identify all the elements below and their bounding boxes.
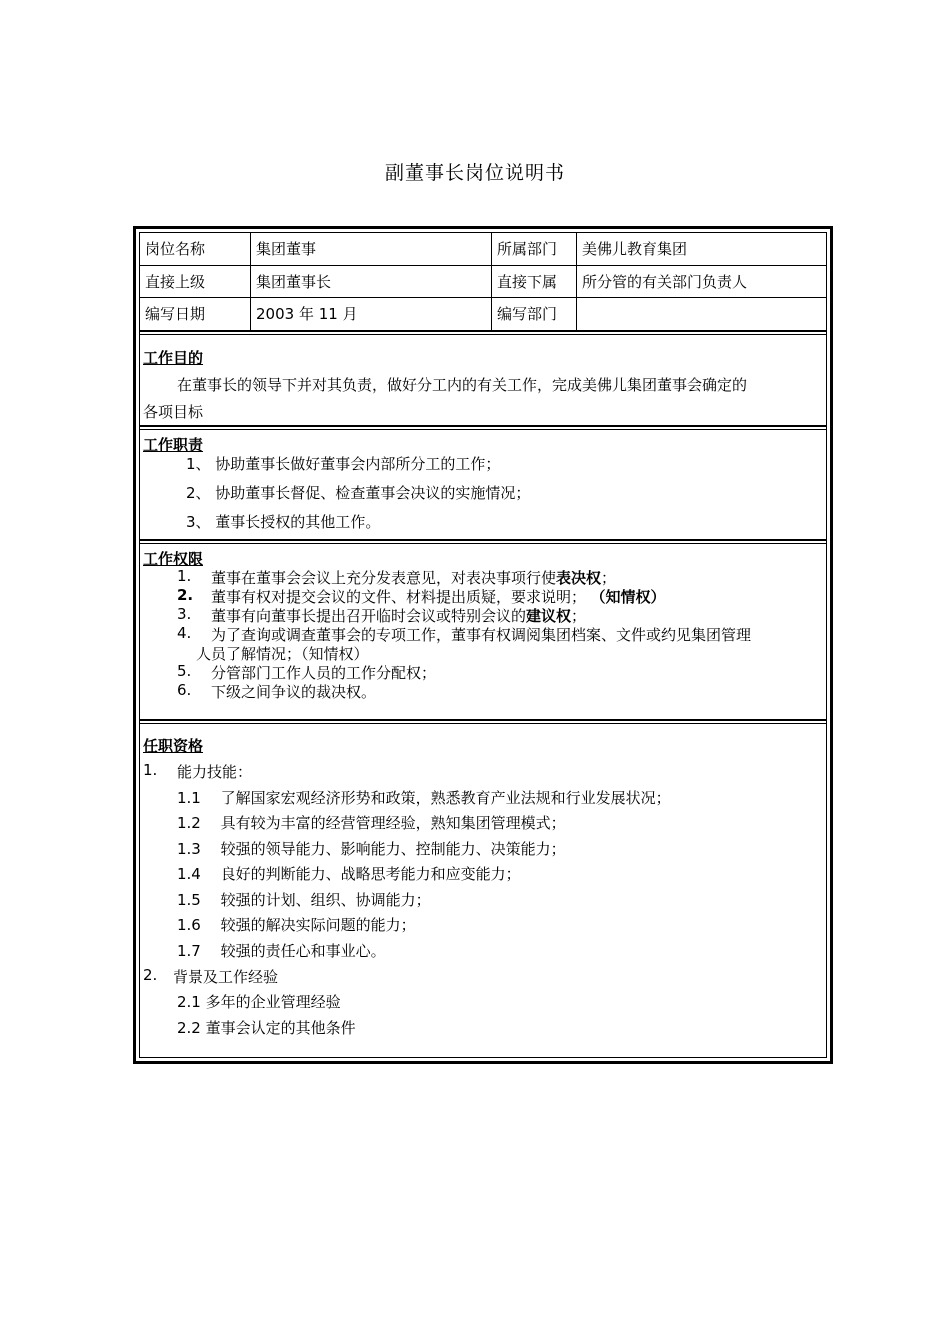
authority-text: 董事在董事会会议上充分发表意见，对表决事项行使 [211,569,557,587]
authority-item [211,605,586,626]
skill-item: 1.5 较强的计划、组织、协调能力； [177,891,431,909]
authority-keyword: （知情权） [598,588,666,606]
authority-item [211,586,666,607]
section-heading-purpose: 工作目的 [143,349,204,367]
page-title: 副董事长岗位说明书 [384,162,565,184]
authority-item-continuation: 人员了解情况；（知情权） [196,645,369,663]
duty-item: 1、 协助董事长做好董事会内部所分工的工作； [186,455,501,473]
qualification-number: 1. [143,761,158,779]
value-write-department [577,298,827,330]
experience-item: 2.2 董事会认定的其他条件 [177,1019,356,1037]
label-direct-subordinate: 直接下属 [497,273,558,291]
section-divider [140,539,826,544]
authority-text: 董事有向董事长提出召开临时会议或特别会议的 [211,607,527,625]
authority-item-number: 6. [177,681,192,699]
authority-item-number: 1. [177,567,192,585]
qualification-label: 能力技能： [177,763,253,781]
label-position-name: 岗位名称 [145,240,206,258]
section-heading-authority: 工作权限 [143,550,204,568]
skill-item: 1.4 良好的判断能力、战略思考能力和应变能力； [177,865,521,883]
authority-punct: ； [571,607,587,625]
section-heading-qualification: 任职资格 [143,737,204,755]
job-description-table [133,226,833,1064]
authority-item-number: 2. [177,586,194,604]
value-department: 美佛儿教育集团 [582,240,688,258]
duty-item: 2、 协助董事长督促、检查董事会决议的实施情况； [186,484,531,502]
authority-text: 董事有权对提交会议的文件、材料提出质疑，要求说明； [211,588,587,606]
authority-punct: ； [601,569,617,587]
skill-item: 1.1 了解国家宏观经济形势和政策，熟悉教育产业法规和行业发展状况； [177,789,671,807]
skill-item: 1.6 较强的解决实际问题的能力； [177,916,416,934]
section-divider [140,425,826,430]
skill-item: 1.7 较强的责任心和事业心。 [177,942,386,960]
label-write-date: 编写日期 [145,305,206,323]
label-write-department: 编写部门 [497,305,558,323]
value-direct-subordinate: 所分管的有关部门负责人 [582,273,748,291]
duty-item: 3、 董事长授权的其他工作。 [186,513,381,531]
authority-item: 分管部门工作人员的工作分配权； [211,664,437,682]
label-department: 所属部门 [497,240,558,258]
qualification-number: 2. [143,966,158,984]
table-inner-border [139,232,827,1058]
purpose-text-line-2: 各项目标 [143,403,204,421]
authority-item: 下级之间争议的裁决权。 [211,683,377,701]
value-write-date: 2003 年 11 月 [256,305,358,323]
section-heading-duties: 工作职责 [143,436,204,454]
authority-keyword: 表决权 [556,569,602,587]
purpose-text-line-1: 在董事长的领导下并对其负责，做好分工内的有关工作，完成美佛儿集团董事会确定的 [177,376,748,394]
experience-item: 2.1 多年的企业管理经验 [177,993,341,1011]
authority-item-number: 3. [177,605,192,623]
skill-item: 1.2 具有较为丰富的经营管理经验，熟知集团管理模式； [177,814,566,832]
label-direct-superior: 直接上级 [145,273,206,291]
authority-item-number: 5. [177,662,192,680]
section-divider [140,719,826,724]
skill-item: 1.3 较强的领导能力、影响能力、控制能力、决策能力； [177,840,566,858]
value-position-name: 集团董事 [256,240,317,258]
value-direct-superior: 集团董事长 [256,273,332,291]
authority-item [211,567,616,588]
authority-item: 为了查询或调查董事会的专项工作，董事有权调阅集团档案、文件或约见集团管理 [211,626,752,644]
authority-item-number: 4. [177,624,192,642]
section-divider [140,330,826,335]
qualification-label: 背景及工作经验 [173,968,279,986]
authority-keyword: 建议权 [526,607,572,625]
